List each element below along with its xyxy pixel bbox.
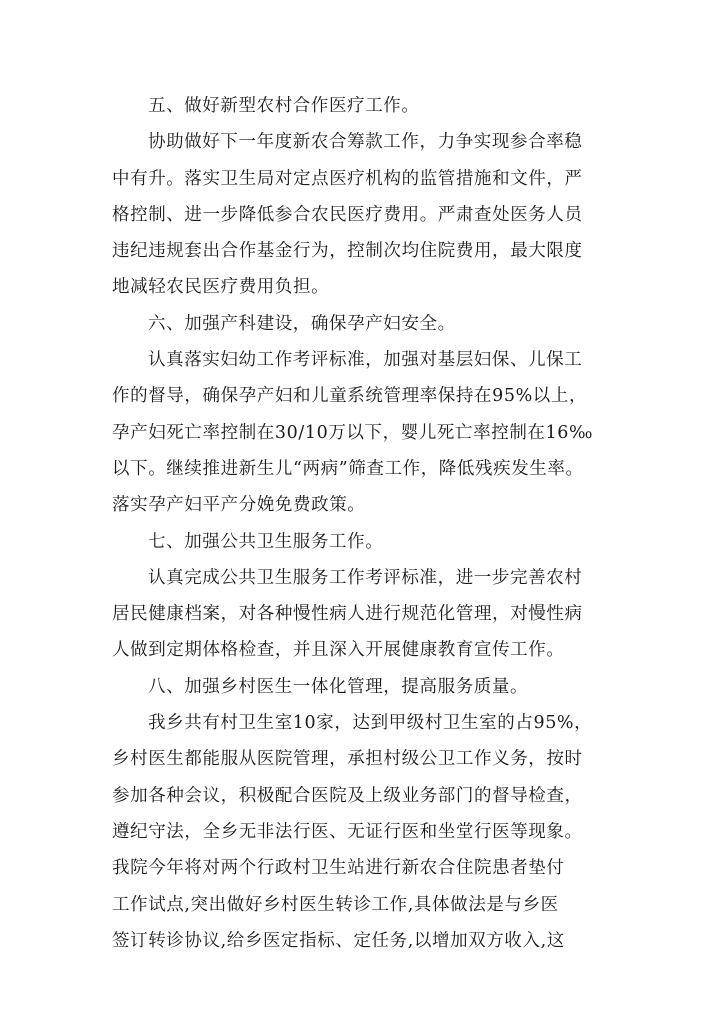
- paragraph-first-line: 六、加强产科建设，确保孕产妇安全。: [148, 313, 456, 334]
- paragraph-line: 工作试点,突出做好乡村医生转诊工作,具体做法是与乡医: [112, 894, 559, 915]
- paragraph-line: 格控制、进一步降低参合农民医疗费用。严肃查处医务人员: [112, 204, 583, 225]
- paragraph-line: 签订转诊协议,给乡医定指标、定任务,以增加双方收入,这: [112, 930, 565, 951]
- paragraph-line: 以下。继续推进新生儿“两病”筛查工作，降低残疾发生率。: [112, 458, 584, 479]
- paragraph-first-line: 协助做好下一年度新农合筹款工作，力争实现参合率稳: [148, 132, 583, 153]
- paragraph-first-line: 五、做好新型农村合作医疗工作。: [148, 96, 420, 116]
- paragraph-line: 中有升。落实卫生局对定点医疗机构的监管措施和文件，严: [112, 168, 583, 189]
- paragraph-line: 违纪违规套出合作基金行为，控制次均住院费用，最大限度: [112, 241, 583, 262]
- paragraph-line: 参加各种会议，积极配合医院及上级业务部门的督导检查，: [112, 785, 583, 806]
- document-body: [112, 88, 632, 959]
- paragraph-line: 地减轻农民医疗费用负担。: [112, 277, 330, 298]
- paragraph-line: 乡村医生都能服从医院管理，承担村级公卫工作义务，按时: [112, 749, 583, 770]
- paragraph-line: 孕产妇死亡率控制在30/10万以下，婴儿死亡率控制在16‰: [112, 422, 594, 443]
- paragraph-line: 人做到定期体格检查，并且深入开展健康教育宣传工作。: [112, 640, 565, 661]
- paragraph-first-line: 七、加强公共卫生服务工作。: [148, 531, 384, 552]
- paragraph-first-line: 八、加强乡村医生一体化管理，提高服务质量。: [148, 676, 529, 697]
- paragraph-line: 我院今年将对两个行政村卫生站进行新农合住院患者垫付: [112, 858, 565, 879]
- paragraph-line: 居民健康档案，对各种慢性病人进行规范化管理，对慢性病: [112, 604, 583, 625]
- paragraph-line: 落实孕产妇平产分娩免费政策。: [112, 495, 366, 516]
- paragraph-first-line: 认真落实妇幼工作考评标准，加强对基层妇保、儿保工: [148, 350, 583, 371]
- paragraph-line: 遵纪守法，全乡无非法行医、无证行医和坐堂行医等现象。: [112, 821, 583, 842]
- paragraph-first-line: 认真完成公共卫生服务工作考评标准，进一步完善农村: [148, 567, 583, 588]
- paragraph-first-line: 我乡共有村卫生室10家，达到甲级村卫生室的占95%，: [148, 713, 593, 734]
- paragraph-line: 作的督导，确保孕产妇和儿童系统管理率保持在95%以上，: [112, 386, 588, 407]
